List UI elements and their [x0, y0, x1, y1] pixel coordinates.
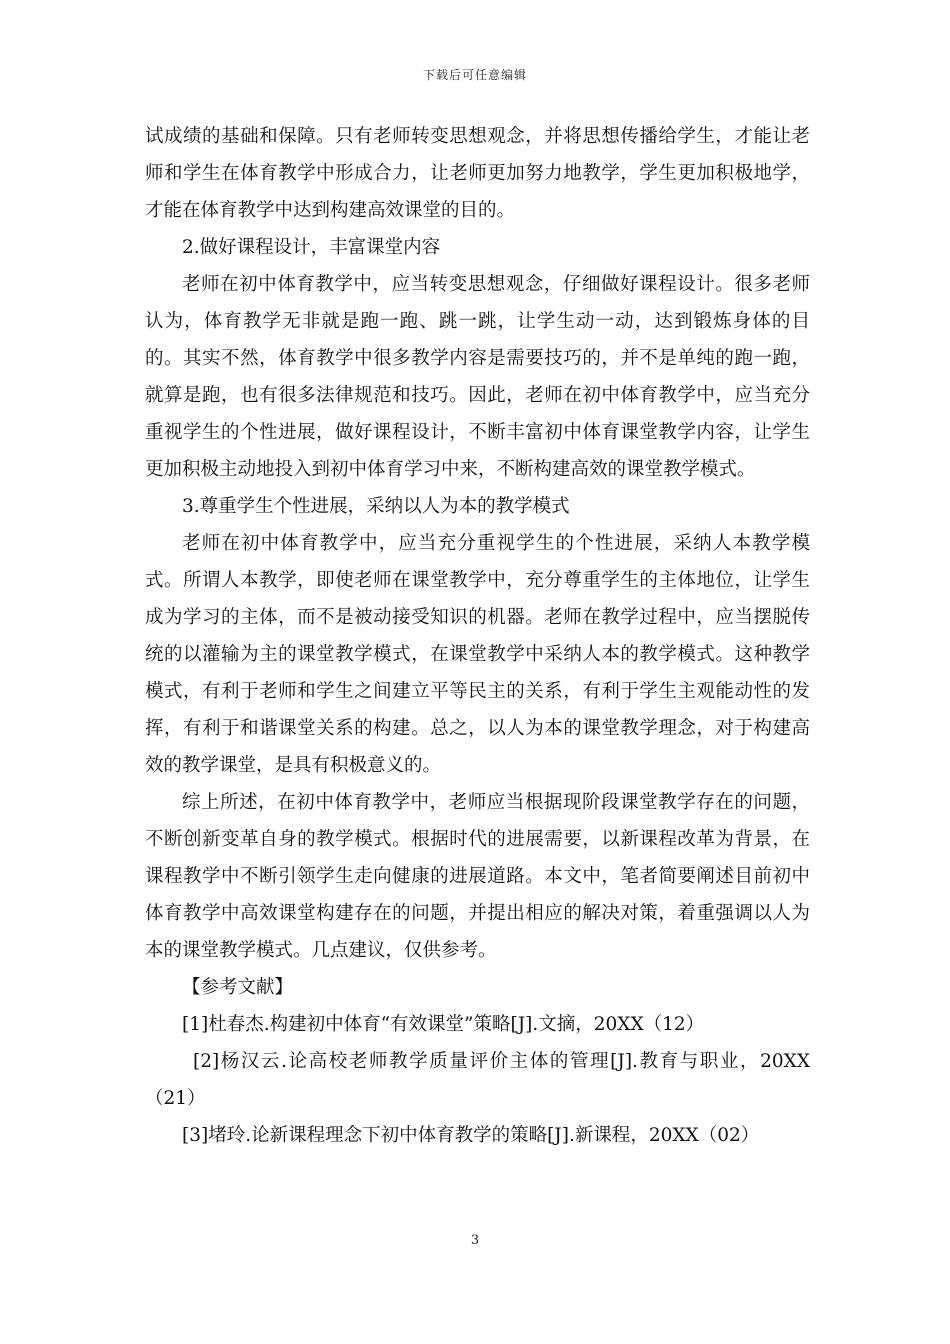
page-header: 下载后可任意编辑 — [422, 68, 527, 82]
section-heading-2: 2.做好课程设计，丰富课堂内容 — [182, 237, 441, 258]
paragraph-conclusion: 综上所述，在初中体育教学中，老师应当根据现阶段课堂教学存在的问题，不断创新变革自身的教学模式。根据时代的进展需要，以新课程改革为背景，在课程教学中不断引领学生走向健康的进展道路。本文中，笔者简要阐述目前初中体育教学中高效课堂构建存在的问题，并提出相应的解决对策，着重强调以人为本的课堂教学模式。几点建议，仅供参考。 — [145, 792, 810, 961]
reference-item-2: [2]杨汉云.论高校老师教学质量评价主体的管理[J].教育与职业，20XX（21） — [145, 1051, 810, 1109]
page-number: 3 — [470, 1233, 480, 1248]
paragraph-people-oriented: 老师在初中体育教学中，应当充分重视学生的个性进展，采纳人本教学模式。所谓人本教学，即使老师在课堂教学中，充分尊重学生的主体地位，让学生成为学习的主体，而不是被动接受知识的机器。老师在教学过程中，应当摆脱传统的以灌输为主的课堂教学模式，在课堂教学中采纳人本的教学模式。这种教学模式，有利于老师和学生之间建立平等民主的关系，有利于学生主观能动性的发挥，有利于和谐课堂关系的构建。总之，以人为本的课堂教学理念，对于构建高效的教学课堂，是具有积极意义的。 — [145, 533, 810, 776]
paragraph-continuation: 试成绩的基础和保障。只有老师转变思想观念，并将思想传播给学生，才能让老师和学生在体育教学中形成合力，让老师更加努力地教学，学生更加积极地学，才能在体育教学中达到构建高效课堂的目的。 — [145, 126, 810, 221]
section-heading-3: 3.尊重学生个性进展，采纳以人为本的教学模式 — [182, 496, 570, 517]
references-heading: 【参考文献】 — [182, 977, 294, 998]
paragraph-course-design: 老师在初中体育教学中，应当转变思想观念，仔细做好课程设计。很多老师认为，体育教学无非就是跑一跑、跳一跳，让学生动一动，达到锻炼身体的目的。其实不然，体育教学中很多教学内容是需要技巧的，并不是单纯的跑一跑，就算是跑，也有很多法律规范和技巧。因此，老师在初中体育教学中，应当充分重视学生的个性进展，做好课程设计，不断丰富初中体育课堂教学内容，让学生更加积极主动地投入到初中体育学习中来，不断构建高效的课堂教学模式。 — [145, 274, 810, 480]
reference-item-1: [1]杜春杰.构建初中体育“有效课堂”策略[J].文摘，20XX（12） — [182, 1014, 705, 1035]
reference-item-3: [3]堵玲.论新课程理念下初中体育教学的策略[J].新课程，20XX（02） — [182, 1125, 760, 1146]
document-body — [145, 118, 810, 1154]
